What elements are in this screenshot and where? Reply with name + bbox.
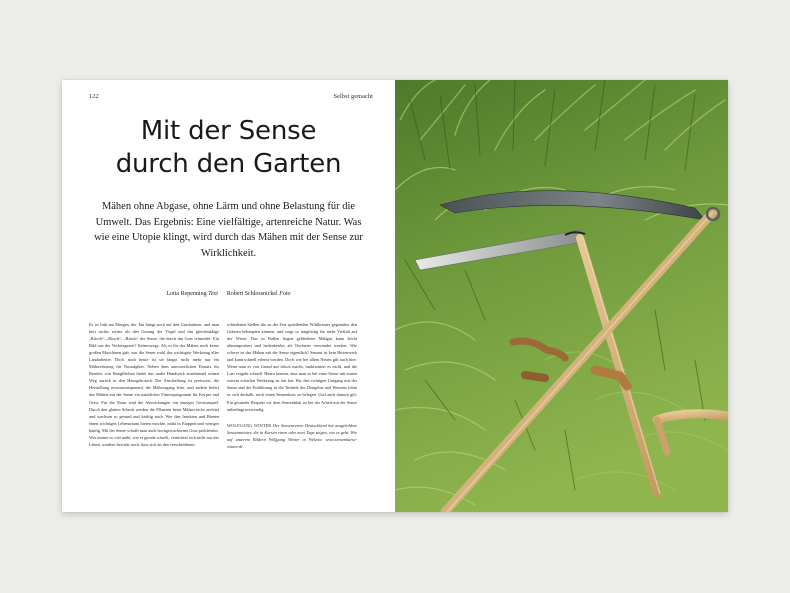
title-line-1: Mit der Sense [140,116,317,146]
article-credits [62,291,395,297]
right-page-photo [395,80,728,512]
photographer-name: Robert Schlossnickel [226,291,278,297]
article-title [62,115,395,181]
body-text: schiedenen Stellen die zu der Zeit sprießenden Wildkräuter gegenüber den Gräsern behaupten können, und sorgt so langfristig für mehr Vielfalt auf der Wiese. Das in Ballen liegen gebliebene Mähgut kann leicht abtransportiert und bedenkenlos als Tierfutter verwendet werden. Wie schwer ist das Mähen mit der Sense eigentlich? Sensen ist kein Hexenwerk und kann schnell erlernt werden. Doch wie bei allem Neuen gilt auch hier: Wenn man es von Grund auf falsch macht, funktioniert es nicht, und die Lust vergeht schnell. Hinzu kommt, dass man es bei einer Sense mit einem extrem scharfen Werkzeug zu tun hat. Für den richtigen Umgang mit der Sense und die Einführung in die Technik des Dengelns und Wetzens lohnt es sich deshalb, noch einen Sensenkurs zu belegen. Und auch danach gilt: Ein gesunder Respekt vor dem Sensenblatt ist bei der Arbeit mit der Sense unbedingt notwendig. [227,322,357,412]
title-line-2: durch den Garten [115,149,342,179]
grass-background [395,80,728,512]
left-page [62,80,395,512]
body-column-1 [89,321,219,448]
author-name: Lotta Repenning [166,291,207,297]
author-bio [227,422,357,450]
author-role: Text [208,291,218,297]
body-text: Es ist früh am Morgen, der Tau hängt noch auf den Grashalmen, und man hört nichts weiter als den Gesang der Vögel und das gleichmäßige „Ritsch“, „Ritsch“, „Ritsch“ der Sense, die durch das Gras schneidet. Ein Bild aus der Vorkriegszeit? Keineswegs. Als es für das Mähen noch keine großen Maschinen gab, war die Sense wohl das wichtigste Werkzeug aller Landarbeiter. Doch auch heute ist sie längst nicht mehr nur ein Mähwerkzeug für Nostalgiker. Neben dem unersetzlichen Einsatz für Bereiter von Hangflächen findet das uralte Handwerk zunehmend seinen Weg zurück in den Hausgebrauch. Die Anschaffung ist preiswert, die Herstellung ressourcensparend, der Mähvorgang leise, und zudem liefert das Mähen mit der Sense ein natürliches Fitnessprogramm für Körper und Geist. Für die Natur sind die Auswirkungen ein einziges Gewinnspiel. Durch den glatten Schnitt werden die Pflanzen beim Mähen nicht zerfetzt und wachsen so gesund und kräftig nach. Wer den Insekten und Bienen einen wichtigen Lebensraum bieten möchte, mäht in Etappen und weniger häufig. Mit der Sense schafft man auch hochgewachsenes Gras problemlos. Wer immer so viel mäht, wie er gerade schafft, vernichtet sich nicht nur das Leben, sondern bewirkt auch, dass sich an den verschiedenen [89,322,219,447]
bio-name: WOLFGANG WINTER [227,422,272,428]
page-number: 122 [89,93,99,100]
scythes-in-grass-photo [395,80,728,512]
body-column-2 [227,321,357,450]
magazine-spread [62,80,728,512]
bio-url: www.sensenkurse-winter.de [227,436,357,449]
bio-text: Der Sensenverein Deutschland hat ausgebildete Sensenmeister, die in Kursen einen oder zwei Tage zeigen, wie es geht. Wie auf unserem Bildern Wolfgang Winter in Welzow. [227,422,357,442]
running-head: Selbst gemacht [333,93,373,100]
photographer-role: Foto [279,291,291,297]
article-lead: Mähen ohne Abgase, ohne Lärm und ohne Belastung für die Umwelt. Das Ergebnis: Eine vielfältige, artenreiche Natur. Was wie eine Utopie klingt, wird durch das Mähen mit der Sense zur Wirklichkeit. [94,201,363,259]
